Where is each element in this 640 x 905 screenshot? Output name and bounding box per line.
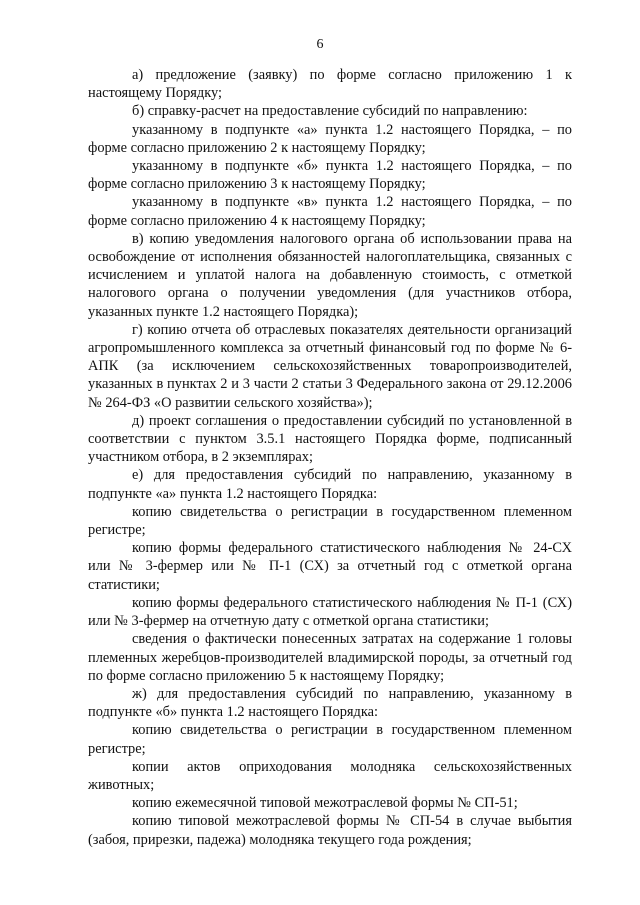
paragraph-zh-item-3: копию ежемесячной типовой межотраслевой формы № СП-51; bbox=[132, 795, 518, 812]
paragraph-a-proposal: а) предложение (заявку) по форме согласно приложению 1 к настоящему Порядку; bbox=[88, 67, 572, 102]
paragraph-e-item-1: копию свидетельства о регистрации в государственном племенном регистре; bbox=[88, 503, 572, 539]
paragraph-zh-item-2: копии актов оприходования молодняка сельскохозяйственных животных; bbox=[88, 758, 572, 793]
paragraph-zh-direction-b: ж) для предоставления субсидий по направлению, указанному в подпункте «б» пункта 1.2 настоящего Порядка: bbox=[88, 685, 572, 721]
page-number: 6 bbox=[316, 37, 324, 52]
paragraph-zh-item-1: копию свидетельства о регистрации в государственном племенном регистре; bbox=[88, 722, 572, 757]
paragraph-b-item-1: указанному в подпункте «а» пункта 1.2 настоящего Порядка, – по форме согласно приложению 2 к настоящему Порядку; bbox=[88, 121, 572, 156]
paragraph-e-item-2: копию формы федерального статистического наблюдения № 24-СХ или № 3-фермер или № П-1 (СХ) за отчетный год с отметкой органа статистики; bbox=[88, 540, 572, 593]
paragraph-b-item-2: указанному в подпункте «б» пункта 1.2 настоящего Порядка, – по форме согласно приложению 3 к настоящему Порядку; bbox=[88, 158, 572, 193]
paragraph-e-direction-a: е) для предоставления субсидий по направлению, указанному в подпункте «а» пункта 1.2 настоящего Порядка: bbox=[88, 467, 572, 502]
paragraph-b-item-3: указанному в подпункте «в» пункта 1.2 настоящего Порядка, – по форме согласно приложению 4 к настоящему Порядку; bbox=[88, 194, 572, 229]
paragraph-b-calculation: б) справку-расчет на предоставление субсидий по направлению: bbox=[132, 103, 528, 120]
document-body bbox=[88, 66, 572, 849]
paragraph-e-item-3: копию формы федерального статистического наблюдения № П-1 (СХ) или № 3-фермер на отчетную дату с отметкой органа статистики; bbox=[88, 594, 572, 630]
paragraph-v-tax-notice: в) копию уведомления налогового органа об использовании права на освобождение от исполнения обязанностей налогоплательщика, связанных с исчислением и уплатой налога на добавленную стоимость, с отметкой налогового органа о получении уведомления (для участников отбора, указанных пункте 1.2 настоящего Порядка); bbox=[88, 230, 572, 320]
paragraph-g-apk-report: г) копию отчета об отраслевых показателях деятельности организаций агропромышленного комплекса за отчетный финансовый год по форме № 6-АПК (за исключением сельскохозяйственных товаропроизводителей, указанных в пунктах 2 и 3 части 2 статьи 3 Федерального закона от 29.12.2006 № 264-ФЗ «О развитии сельского хозяйства»); bbox=[88, 321, 572, 411]
paragraph-d-agreement-draft: д) проект соглашения о предоставлении субсидий по установленной в соответствии с пунктом 3.5.1 настоящего Порядка форме, подписанный участником отбора, в 2 экземплярах; bbox=[88, 412, 572, 466]
paragraph-zh-item-4: копию типовой межотраслевой формы № СП-54 в случае выбытия (забоя, прирезки, падежа) молодняка текущего года рождения; bbox=[88, 813, 572, 848]
paragraph-e-item-4: сведения о фактически понесенных затратах на содержание 1 головы племенных жеребцов-производителей владимирской породы, за отчетный год по форме согласно приложению 5 к настоящему Порядку; bbox=[88, 631, 572, 684]
